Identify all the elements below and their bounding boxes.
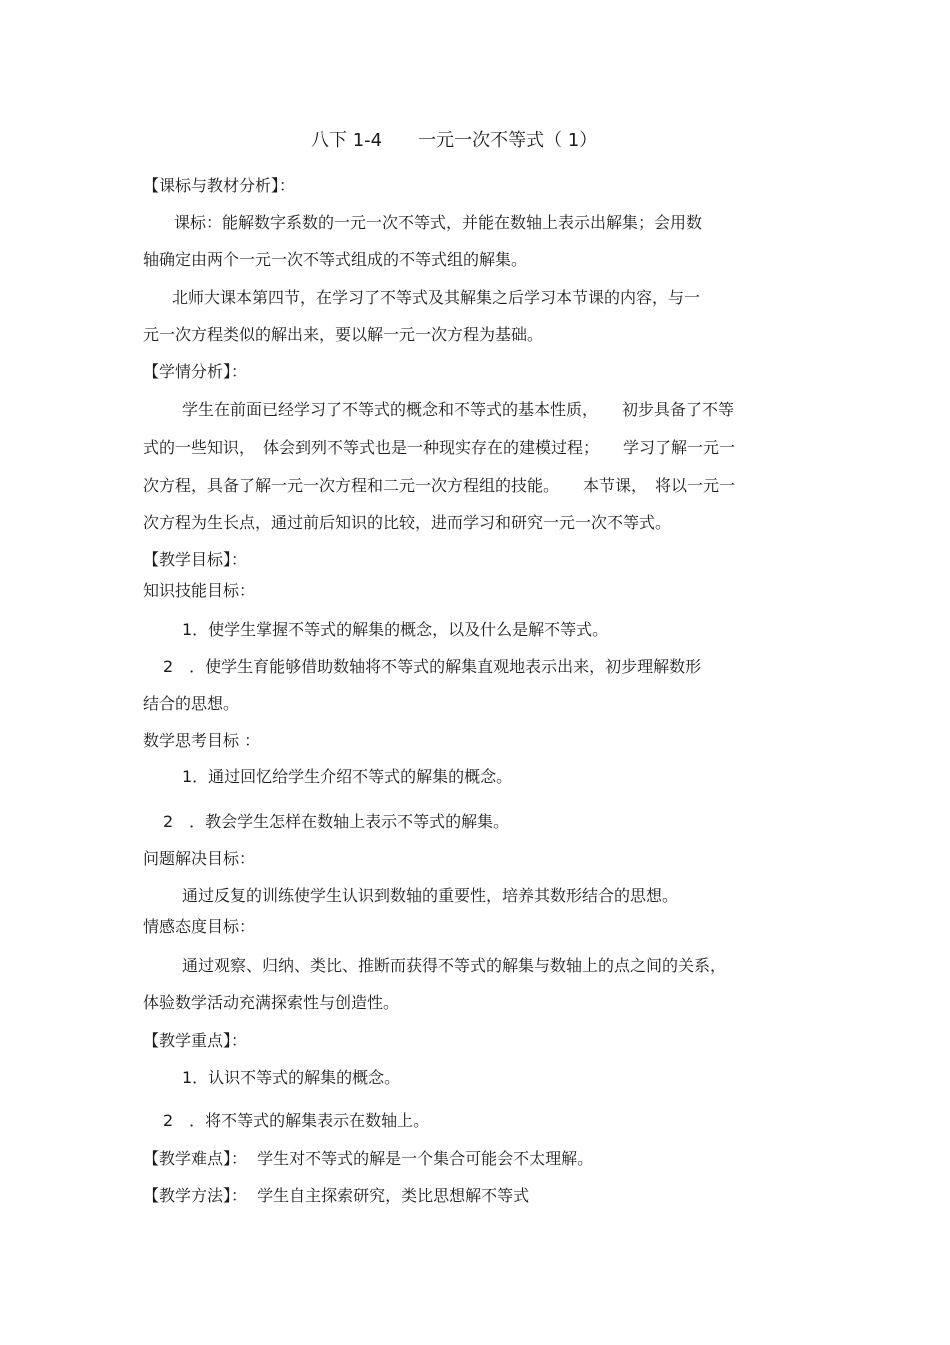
paragraph-line: 体验数学活动充满探索性与创造性。 [143,993,400,1012]
paragraph-line: 次方程为生长点，通过前后知识的比较，进而学习和研究一元一次不等式。 [143,513,672,532]
list-item: 2 ．将不等式的解集表示在数轴上。 [163,1111,430,1130]
section-method: 【教学方法】： 学生自主探索研究，类比思想解不等式 [143,1186,530,1205]
section-heading-curriculum: 【课标与教材分析】： [143,176,296,195]
paragraph-line: 次方程，具备了解一元一次方程和二元一次方程组的技能。 本节课， 将以一元一 [143,476,736,495]
list-item: 1．使学生掌握不等式的解集的概念，以及什么是解不等式。 [182,620,609,639]
list-item: 2 ．教会学生怎样在数轴上表示不等式的解集。 [163,812,510,831]
paragraph-line: 通过观察、归纳、类比、推断而获得不等式的解集与数轴上的点之间的关系， [182,956,727,975]
list-item: 1．认识不等式的解集的概念。 [182,1068,401,1087]
section-heading-key: 【教学重点】： [143,1031,248,1050]
paragraph-line: 课标：能解数字系数的一元一次不等式，并能在数轴上表示出解集；会用数 [174,213,703,232]
section-heading-goals: 【教学目标】： [143,550,248,569]
paragraph-line: 元一次方程类似的解出来，要以解一元一次方程为基础。 [143,325,544,344]
document-title: 八下 1-4 一元一次不等式（ 1） [311,130,598,151]
paragraph-line: 通过反复的训练使学生认识到数轴的重要性，培养其数形结合的思想。 [182,886,679,905]
list-item: 2 ．使学生育能够借助数轴将不等式的解集直观地表示出来，初步理解数形 [163,657,702,676]
paragraph-line: 轴确定由两个一元一次不等式组成的不等式组的解集。 [143,250,528,269]
subheading-problem: 问题解决目标： [143,849,256,868]
list-item: 1．通过回忆给学生介绍不等式的解集的概念。 [182,767,513,786]
list-item-continuation: 结合的思想。 [143,694,240,713]
paragraph-line: 式的一些知识， 体会到列不等式也是一种现实存在的建模过程； 学习了解一元一 [143,438,736,457]
subheading-thinking: 数学思考目标 ： [143,731,261,750]
subheading-emotion: 情感态度目标： [143,917,256,936]
paragraph-line: 北师大课本第四节，在学习了不等式及其解集之后学习本节课的内容，与一 [172,288,701,307]
subheading-knowledge: 知识技能目标： [143,581,256,600]
section-heading-students: 【学情分析】： [143,362,248,381]
paragraph-line: 学生在前面已经学习了不等式的概念和不等式的基本性质， 初步具备了不等 [182,400,735,419]
section-difficulty: 【教学难点】： 学生对不等式的解是一个集合可能会不太理解。 [143,1149,594,1168]
